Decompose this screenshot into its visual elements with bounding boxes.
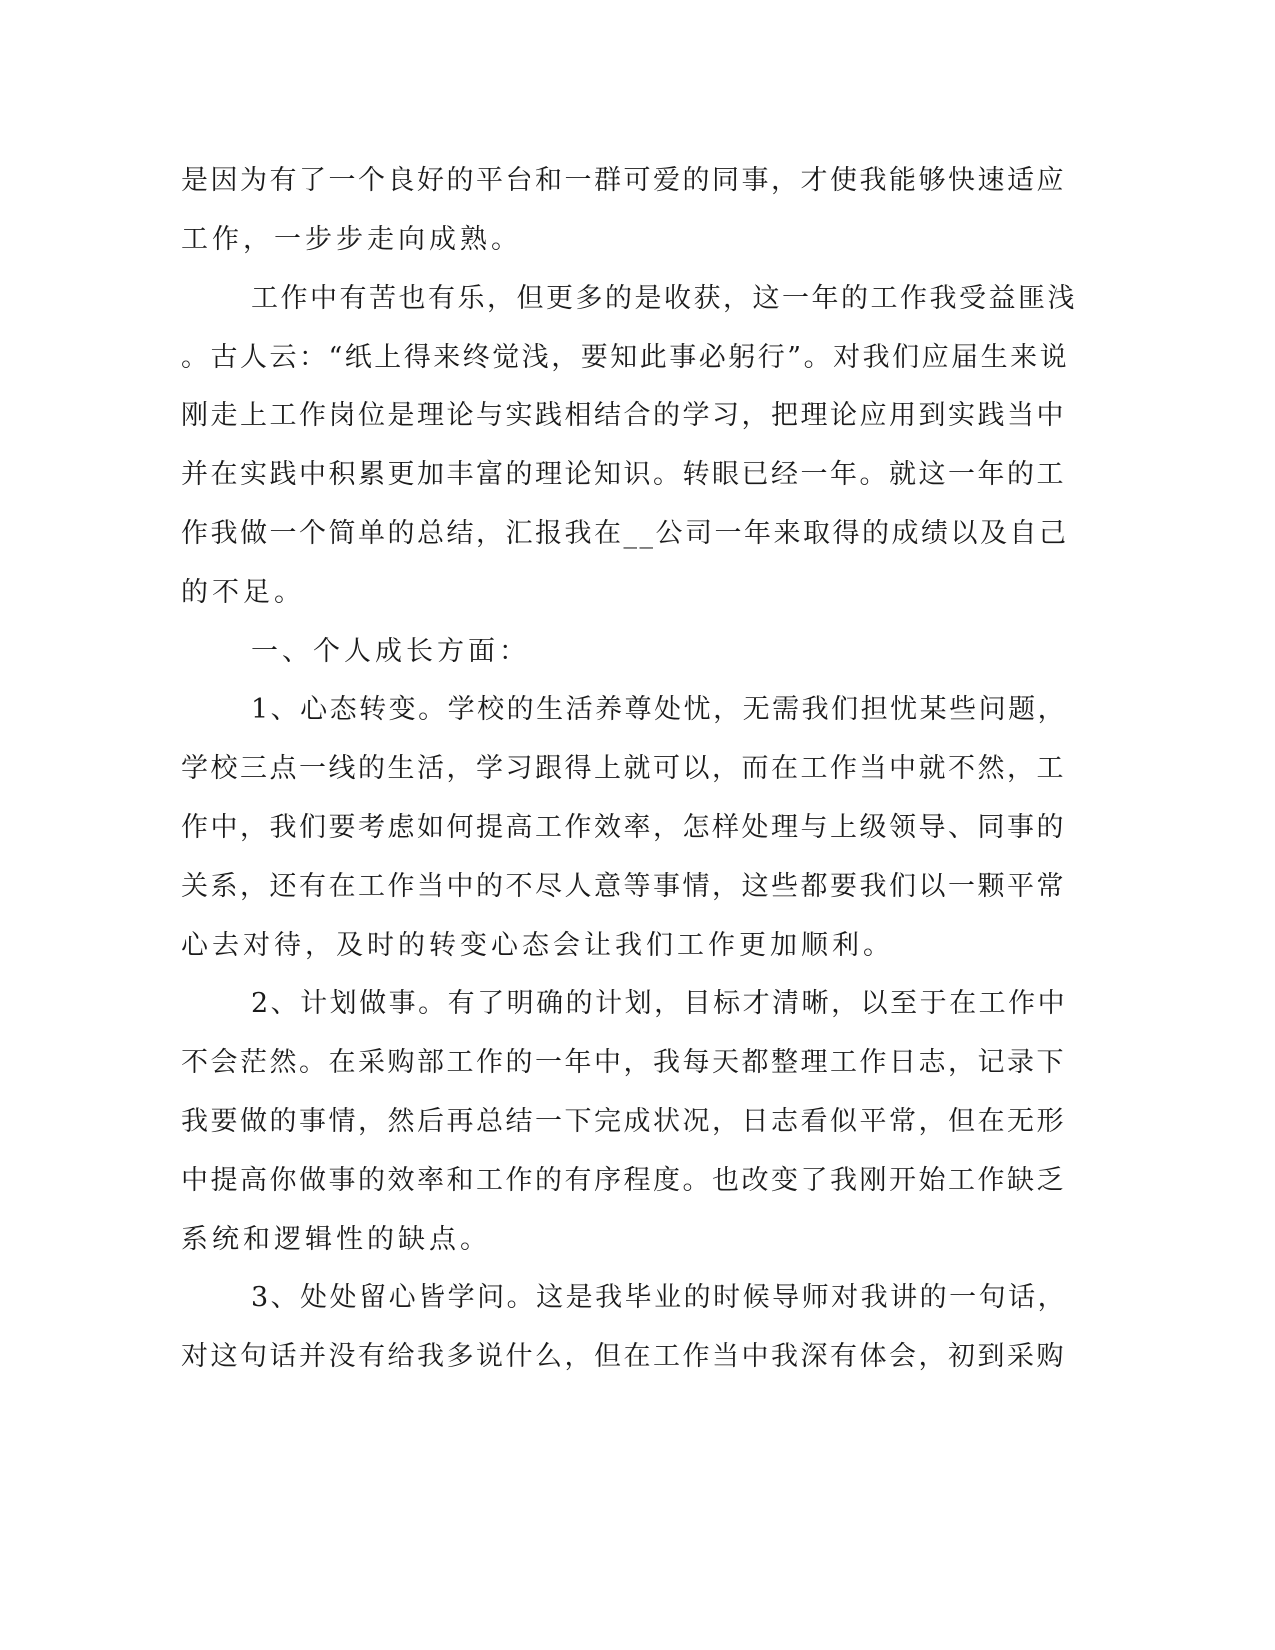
text-line: 对这句话并没有给我多说什么，但在工作当中我深有体会，初到采购 xyxy=(181,1341,1066,1372)
text-line: 工作，一步步走向成熟。 xyxy=(181,224,522,255)
text-line: 关系，还有在工作当中的不尽人意等事情，这些都要我们以一颗平常 xyxy=(181,871,1066,902)
text-line: 是因为有了一个良好的平台和一群可爱的同事，才使我能够快速适应 xyxy=(181,165,1066,196)
text-line: 心去对待，及时的转变心态会让我们工作更加顺利。 xyxy=(181,930,894,961)
text-line: 的不足。 xyxy=(181,577,305,608)
text-line: 中提高你做事的效率和工作的有序程度。也改变了我刚开始工作缺乏 xyxy=(181,1165,1066,1196)
paragraph-start-line: 工作中有苦也有乐，但更多的是收获，这一年的工作我受益匪浅 xyxy=(251,283,1077,314)
paragraph-start-line: 3、处处留心皆学问。这是我毕业的时候导师对我讲的一句话， xyxy=(251,1282,1068,1313)
section-heading: 一、个人成长方面： xyxy=(251,636,530,667)
text-line: 我要做的事情，然后再总结一下完成状况，日志看似平常，但在无形 xyxy=(181,1106,1066,1137)
paragraph-start-line: 2、计划做事。有了明确的计划，目标才清晰，以至于在工作中 xyxy=(251,988,1068,1019)
paragraph-start-line: 1、心态转变。学校的生活养尊处忧，无需我们担忧某些问题， xyxy=(251,694,1068,725)
text-line: 不会茫然。在采购部工作的一年中，我每天都整理工作日志，记录下 xyxy=(181,1047,1066,1078)
text-line: 刚走上工作岗位是理论与实践相结合的学习，把理论应用到实践当中 xyxy=(181,400,1066,431)
text-line: 作我做一个简单的总结，汇报我在__公司一年来取得的成绩以及自己 xyxy=(181,518,1069,549)
text-line: 系统和逻辑性的缺点。 xyxy=(181,1224,491,1255)
text-line: 学校三点一线的生活，学习跟得上就可以，而在工作当中就不然，工 xyxy=(181,753,1066,784)
text-line: 。古人云：“纸上得来终觉浅，要知此事必躬行”。对我们应届生来说 xyxy=(181,342,1070,373)
text-line: 并在实践中积累更加丰富的理论知识。转眼已经一年。就这一年的工 xyxy=(181,459,1066,490)
text-line: 作中，我们要考虑如何提高工作效率，怎样处理与上级领导、同事的 xyxy=(181,812,1066,843)
